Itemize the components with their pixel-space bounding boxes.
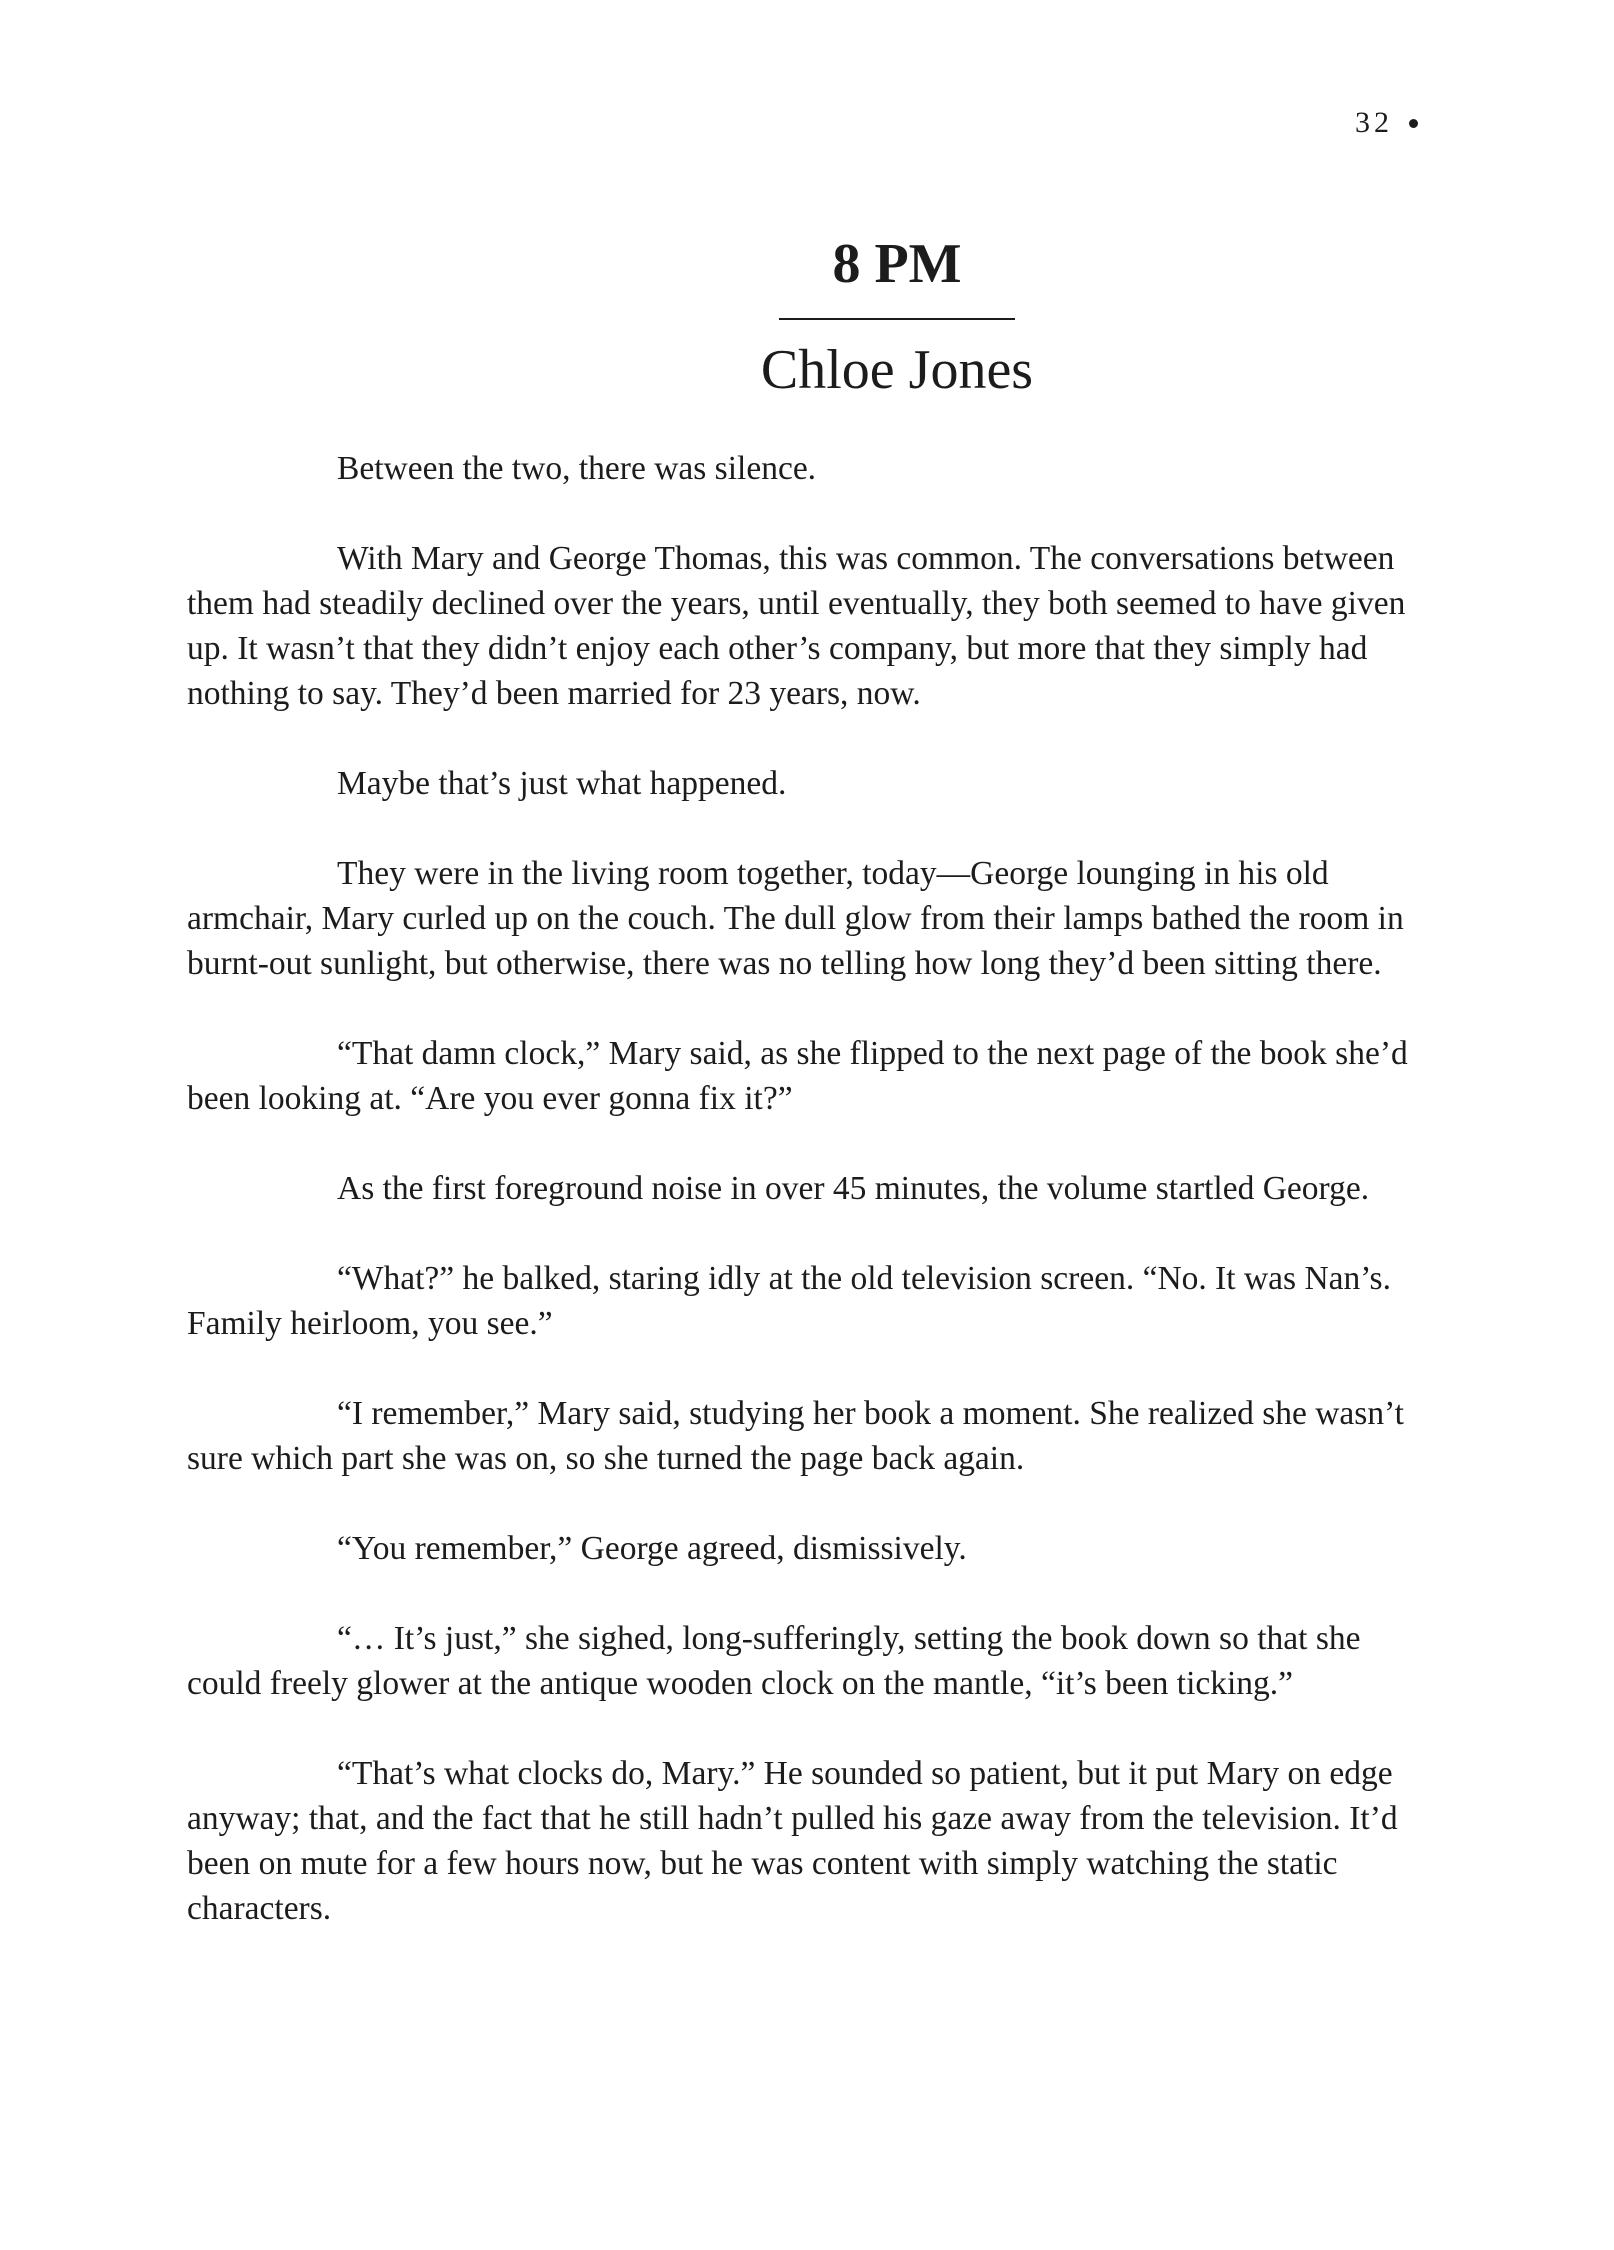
- chapter-author: Chloe Jones: [760, 339, 1034, 401]
- paragraph: Maybe that’s just what happened.: [337, 765, 787, 802]
- paragraph: Between the two, there was silence.: [337, 450, 817, 487]
- page-number-value: 32: [1355, 106, 1393, 139]
- chapter-header: [0, 233, 1614, 401]
- paragraph: They were in the living room together, today—George lounging in his old armchair, Mary curled up on the couch. The dull glow from their lamps bathed the room in burnt-out sunlight, but otherwise, there was no telling how long they’d been sitting there.: [187, 855, 1404, 982]
- story-body: [187, 446, 1432, 1976]
- paragraph: “That’s what clocks do, Mary.” He sounded so patient, but it put Mary on edge anyway; that, and the fact that he still hadn’t pulled his gaze away from the television. It’d been on mute for a few hours now, but he was content with simply watching the static characters.: [187, 1755, 1398, 1927]
- title-divider: [779, 318, 1015, 320]
- bullet-icon: [1409, 119, 1418, 128]
- paragraph: “That damn clock,” Mary said, as she flipped to the next page of the book she’d been looking at. “Are you ever gonna fix it?”: [187, 1035, 1408, 1117]
- page-number: [1355, 106, 1418, 140]
- paragraph: With Mary and George Thomas, this was common. The conversations between them had steadily declined over the years, until eventually, they both seemed to have given up. It wasn’t that they didn’t enjoy each other’s company, but more that they simply had nothing to say. They’d been married for 23 years, now.: [187, 540, 1406, 712]
- paragraph: “What?” he balked, staring idly at the old television screen. “No. It was Nan’s. Family heirloom, you see.”: [187, 1260, 1391, 1342]
- paragraph: “I remember,” Mary said, studying her book a moment. She realized she wasn’t sure which part she was on, so she turned the page back again.: [187, 1395, 1404, 1477]
- chapter-title: 8 PM: [832, 233, 962, 295]
- paragraph: “You remember,” George agreed, dismissively.: [337, 1530, 967, 1567]
- paragraph: “… It’s just,” she sighed, long-sufferingly, setting the book down so that she could freely glower at the antique wooden clock on the mantle, “it’s been ticking.”: [187, 1620, 1361, 1702]
- paragraph: As the first foreground noise in over 45 minutes, the volume startled George.: [337, 1170, 1370, 1207]
